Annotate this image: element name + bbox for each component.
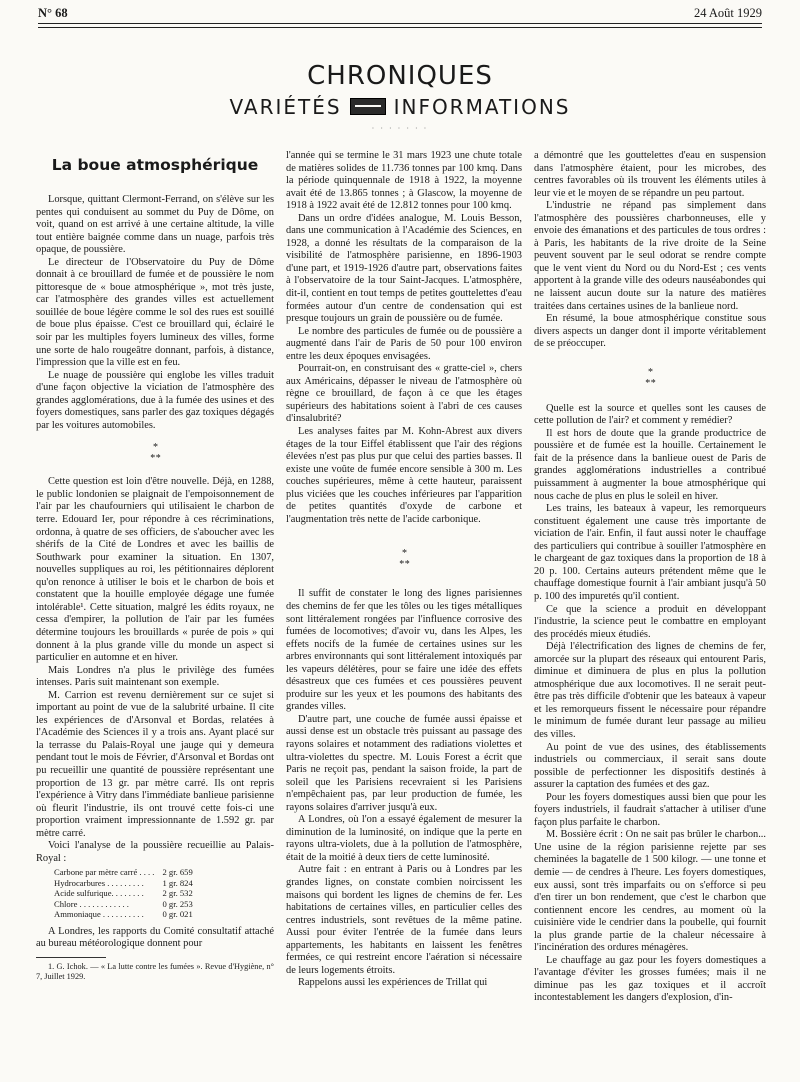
paragraph: Le nuage de poussière qui englobe les villes traduit d'une façon objective la viciation de l'atmosphère des grandes agglomérations, due à la fumée des usines et des foyers domestiques, sans parler des gaz toxiques dégagés par les voitures automobiles.	[36, 369, 274, 431]
column-2	[286, 150, 522, 990]
header-rule	[38, 23, 762, 24]
analysis-table	[54, 867, 193, 920]
paragraph: a démontré que les gouttelettes d'eau en suspension dans l'atmosphère étaient, pour les microbes, des centres favorables où ils trouvent les éléments utiles à leur vie et le moyen de se répandre un peu partout.	[534, 150, 766, 199]
paragraph: Lorsque, quittant Clermont-Ferrand, on s'élève sur les pentes qui conduisent au sommet du Puy de Dôme, on voit, quand on est arrivé à une certaine altitude, la ville tout entière baignée comme dans un nuage, parfois très opaque, de poussière.	[36, 194, 274, 256]
paragraph: Mais Londres n'a plus le privilège des fumées intenses. Paris suit maintenant son exemple.	[36, 664, 274, 689]
masthead-chroniques: CHRONIQUES	[307, 61, 493, 91]
paragraph: A Londres, les rapports du Comité consultatif attaché au bureau météorologique donnent pour	[36, 925, 274, 950]
paragraph: Ce que la science a produit en développant l'industrie, la science peut le combattre en employant des procédés mieux étudiés.	[534, 603, 766, 640]
asterism-icon: * * *	[150, 442, 160, 465]
paragraph: l'année qui se termine le 31 mars 1923 une chute totale de matières solides de 11.736 tonnes par 100 kmq. Dans la période quinquennale de 1918 à 1922, la moyenne avait été de 13.865 tonnes ; à Glascow, la moyenne de 1918 à 1922 avait été de 12.812 tonnes pour 100 kmq.	[286, 150, 522, 212]
paragraph: Au point de vue des usines, des établissements industriels ou commerciaux, il serait sans doute possible de perfectionner les dispositifs destinés à assurer la captation des fumées et des gaz.	[534, 741, 766, 791]
page-header	[38, 6, 762, 22]
masthead-varietes: VARIÉTÉS	[229, 95, 342, 119]
paragraph: Voici l'analyse de la poussière recueillie au Palais-Royal :	[36, 840, 274, 864]
table-row: Chlore . . . . . . . . . . . . 0 gr. 253	[54, 898, 193, 909]
issue-number: N° 68	[38, 6, 68, 20]
asterism-icon: * * *	[399, 548, 409, 571]
paragraph: Il suffit de constater le long des lignes parisiennes des chemins de fer que les tôles ou les tiges métalliques sont littéralement rongées par l'influence corrosive des fumées de locomotives; d'avoir vu, dans les Alpes, les effets nocifs de la fumée de certaines usines sur les arbres environnants qui sont littéralement intoxiqués par les vapeurs délétères, pour se faire une idée des effets désastreux que ces fumées et ces poussières peuvent produire sur les yeux et les poumons des habitants des grandes villes.	[286, 588, 522, 713]
paragraph: Le directeur de l'Observatoire du Puy de Dôme donnait à ce brouillard de fumée et de poussière le nom pittoresque de « boue atmosphérique », mot très juste, car l'atmosphère des grandes villes est actuellement souillée de boue légère comme le sol des rues est souillé de boue plus épaisse. C'est ce brouillard qui, éclairé le soir par les multiples foyers lumineux des villes, forme une sorte de halo rougeâtre donnant, parfois, à distance, l'impression que la ville est en feu.	[36, 256, 274, 369]
paragraph: Pour les foyers domestiques aussi bien que pour les foyers industriels, il faudrait s'attacher à utiliser d'une façon plus parfaite le charbon.	[534, 791, 766, 828]
masthead-emblem-icon	[350, 98, 386, 115]
paragraph: Dans un ordre d'idées analogue, M. Louis Besson, dans une communication à l'Académie des Sciences, en 1928, a donné les résultats de la comparaison de la visibilité de l'atmosphère parisienne, en 1896-1903 d'une part, et 1919-1926 d'autre part, observations faites à l'observatoire de la tour Saint-Jacques. L'atmosphère, dit-il, contient en tout temps de petites gouttelettes d'eau formées autour d'un centre de condensation qui est presque toujours un grain de poussière ou de fumée.	[286, 212, 522, 325]
header-rule-2	[38, 27, 762, 28]
table-row: Carbone par mètre carré . . . . 2 gr. 659	[54, 867, 193, 878]
masthead-informations: INFORMATIONS	[393, 95, 571, 119]
asterism-icon: * * *	[645, 366, 655, 389]
paragraph: M. Carrion est revenu dernièrement sur ce sujet si important au point de vue de la salubrité urbaine. Il cite les expériences de d'Arsonval et Bordas, relatées à l'Académie des Sciences il y a trois ans. Ayant placé sur la terrasse du Palais-Royal une jauge qui y demeura pendant tout le mois de Février, d'Arsonval et Bordas ont pu recueillir une quantité de poussière représentant une proportion de 13 gr. par mètre carré. Ils ont repris l'expérience à Vitry dans l'immédiate banlieue parisienne où fleurit l'industrie, ils ont trouvé cette fois-ci une proportion vraiment impressionnante de 1.592 gr. par mètre carré.	[36, 689, 274, 839]
column-1	[36, 148, 274, 982]
paragraph: Autre fait : en entrant à Paris ou à Londres par les grandes lignes, on constate combien noircissent les maisons qui bordent les lignes de chemins de fer. Les habitations de certaines villes, en particulier celles des centres industriels, sont revêtues de la même patine. Aussi pour éviter l'entrée de la fumée dans leurs appartements, les habitants en laissent les fenêtres fermées, ce qui restreint encore l'aération si nécessaire de leurs logements étroits.	[286, 864, 522, 976]
footnote-rule	[36, 957, 106, 958]
footnote: 1. G. Ichok. — « La lutte contre les fumées ». Revue d'Hygiène, n° 7, Juillet 1929.	[36, 961, 274, 981]
paragraph: Le chauffage au gaz pour les foyers domestiques a l'avantage d'éviter les grosses fumées; mais il ne diminue pas les gaz toxiques et il accroît incontestablement les dangers d'explosion, d'in-	[534, 954, 766, 1004]
paragraph: Il est hors de doute que la grande productrice de poussière et de fumée est la houille. Certainement le fait de la présence dans la banlieue ouest de Paris de grandes agglomérations industrielles a contribué puissamment à augmenter la boue atmosphérique qui nous cache de plus en plus le soleil en hiver.	[534, 427, 766, 502]
paragraph: Quelle est la source et quelles sont les causes de cette pollution de l'air? et comment y remédier?	[534, 402, 766, 427]
table-row: Ammoniaque . . . . . . . . . . 0 gr. 021	[54, 909, 193, 920]
paragraph: Les analyses faites par M. Kohn-Abrest aux divers étages de la tour Eiffel établissent que l'air des régions élevées n'est pas plus pur que celui des parties basses. Il existe une voûte de fumée encore sensible à 300 m. Les couches supérieures, même à cette hauteur, paraissent plus viciées que les couches inférieures par l'apparition de petites quantités d'oxyde de carbone et l'augmentation très nette de l'acide carbonique.	[286, 426, 522, 525]
column-3	[534, 150, 766, 1005]
article-title: La boue atmosphérique	[51, 156, 259, 174]
paragraph: Pourrait-on, en construisant des « gratte-ciel », chers aux Américains, dépasser le niveau de l'atmosphère où règne ce brouillard, de façon à ce que les étages supérieurs des habitations soient à l'abri de ces causes d'insalubrité?	[286, 363, 522, 425]
paragraph: Cette question est loin d'être nouvelle. Déjà, en 1288, le public londonien se plaignait de l'empoisonnement de l'air par les chaufourniers qui utilisaient le charbon de terre. Edouard Ier, pour répondre à ces récriminations, ordonna, à quatre de ses officiers, de s'aboucher avec les shérifs de la Cité de Londres et avec les baillis de Southwark pour examiner la situation. En 1307, nouvelles suppliques au roi, les pétitionnaires déplorent qu'on renonce à utiliser le bois et le charbon de bois et constatent que la houille employée dégage une fumée intolérable¹. Cette situation, malgré les édits royaux, ne cessa d'empirer, la pollution de l'air par les fumées détermine toujours les brouillards « purée de pois » qui donnent à la plus grande ville du monde un aspect si particulier en automne et en hiver.	[36, 476, 274, 664]
masthead-subtitle	[0, 95, 800, 119]
table-row: Acide sulfurique. . . . . . . . 2 gr. 532	[54, 888, 193, 899]
paragraph: L'industrie ne répand pas simplement dans l'atmosphère des poussières charbonneuses, elle y envoie des émanations et des particules de tous ordres : à Paris, les habitants de la rive droite de la Seine peuvent souvent par le seul odorat se rendre compte que le vent vient du Nord ou du Nord-Est ; ces vents apportent à la grande ville des odeurs nauséabondes qui ne laissent aucun doute sur la nature des matières traitées dans certaines usines de la banlieue nord.	[534, 200, 766, 312]
paragraph: D'autre part, une couche de fumée aussi épaisse et aussi dense est un obstacle très puissant au passage des rayons solaires et notamment des radiations violettes et ultra-violettes du spectre. M. Louis Forest a écrit que Paris ne reçoit pas, pendant la saison froide, la part de soleil que les Parisiens recevraient si les Parisiens n'empêchaient pas, par leur production de fumée, les rayons solaires d'arriver jusqu'à eux.	[286, 713, 522, 813]
paragraph: M. Bossière écrit : On ne sait pas brûler le charbon... Une usine de la région parisienne rejette par ses cheminées la bagatelle de 1 500 kilogr. — une tonne et demie — de cendres à l'heure. Les foyers domestiques, eux aussi, sont très imparfaits ou on s'efforce si peu d'en tirer un bon rendement, que c'est le charbon que contiennent encore les cendres, au moment où la cuisinière vide le cendrier dans la poubelle, qui fournit la plus grande partie de la chaleur nécessaire à l'incinération des ordures ménagères.	[534, 829, 766, 954]
paragraph: Les trains, les bateaux à vapeur, les remorqueurs constituent également une cause très importante de viciation de l'air. Enfin, il faut aussi noter le chauffage des particuliers qui contribue à souiller l'atmosphère en le chargeant de gaz toxiques dans la proportion de 18 à 20 p. 100. Certains auteurs prétendent même que le chauffage domestique fournit à l'air ambiant jusqu'à 50 p. 100 des impuretés qu'il contient.	[534, 503, 766, 602]
paragraph: Rappelons aussi les expériences de Trillat qui	[298, 977, 488, 989]
ornament-divider-icon: · · · · · · ·	[371, 124, 429, 133]
paragraph: Le nombre des particules de fumée ou de poussière a augmenté dans l'air de Paris de 50 pour 100 environ entre les deux époques envisagées.	[286, 325, 522, 362]
paragraph: Déjà l'électrification des lignes de chemins de fer, amorcée sur la plupart des réseaux qui entourent Paris, diminue et diminuera de plus en plus la pollution atmosphérique due aux locomotives. Il ne serait peut-être pas très difficile d'obtenir que les bateaux à vapeur et les remorqueurs fissent le nécessaire pour répandre le minimum de fumée durant leur passage au milieu des villes.	[534, 641, 766, 740]
issue-date: 24 Août 1929	[693, 6, 762, 20]
paragraph: A Londres, où l'on a essayé également de mesurer la diminution de la luminosité, on indique que la perte en rayons ultra-violets, due à la pollution de l'atmosphère, était de la moitié à deux tiers de cette luminosité.	[286, 814, 522, 863]
table-row: Hydrocarbures . . . . . . . . . 1 gr. 824	[54, 877, 193, 888]
paragraph: En résumé, la boue atmosphérique constitue sous divers aspects un danger dont il importe véritablement de se préoccuper.	[534, 313, 766, 350]
